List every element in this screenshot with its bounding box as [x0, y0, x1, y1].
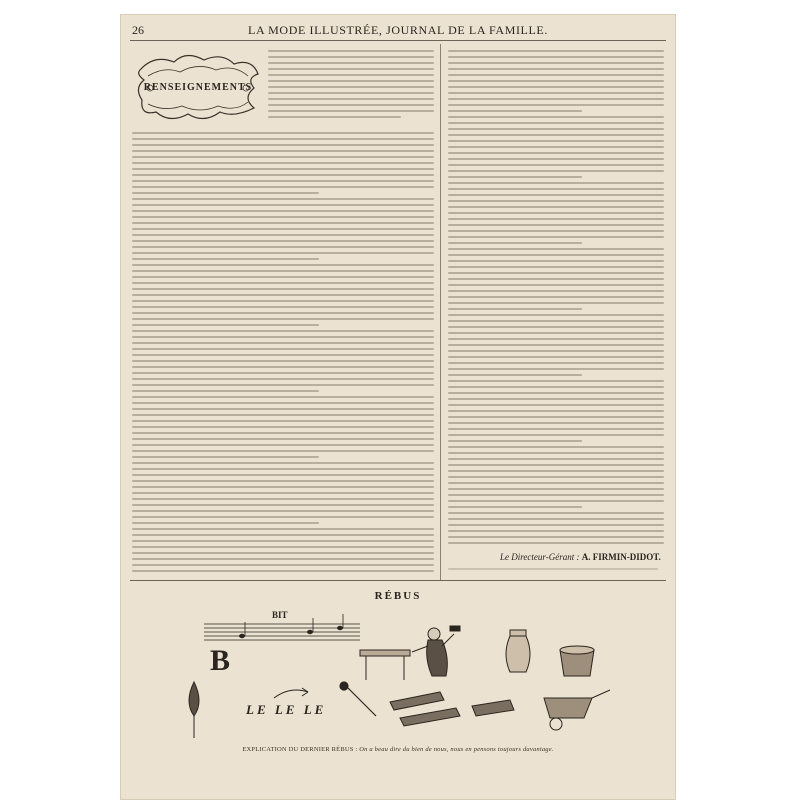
text-line: [448, 194, 664, 196]
text-line: [132, 426, 434, 428]
text-line: [132, 294, 434, 296]
text-line: [132, 222, 434, 224]
text-line: [448, 260, 664, 262]
text-line: [448, 116, 664, 118]
left-column: [132, 132, 434, 576]
text-line: [448, 380, 664, 382]
rebus-letter-b: B: [210, 644, 231, 677]
text-line: [448, 86, 664, 88]
text-line: [448, 68, 664, 70]
text-line: [132, 510, 434, 512]
text-line: [132, 438, 434, 440]
text-line: [132, 216, 434, 218]
text-line: [448, 524, 664, 526]
text-line: [448, 152, 664, 154]
text-line: [132, 204, 434, 206]
text-line: [448, 158, 664, 160]
text-line: [132, 168, 434, 170]
text-line: [448, 512, 664, 514]
text-line: [132, 348, 434, 350]
text-line: [448, 446, 664, 448]
text-line: [132, 450, 434, 452]
text-line: [448, 542, 664, 544]
newspaper-page: [120, 14, 676, 800]
text-line: [448, 56, 664, 58]
text-line: [448, 494, 664, 496]
text-line: [448, 140, 664, 142]
text-line: [132, 270, 434, 272]
text-line: [448, 170, 664, 172]
text-line: [448, 236, 664, 238]
text-line: [132, 360, 434, 362]
text-line: [448, 266, 664, 268]
text-line: [448, 332, 664, 334]
text-line: [448, 224, 664, 226]
rebus-rule: [130, 580, 666, 581]
text-line: [448, 284, 664, 286]
text-line: [448, 110, 582, 112]
text-line: [132, 516, 434, 518]
text-line: [132, 570, 434, 572]
text-line: [132, 366, 434, 368]
text-line: [132, 324, 319, 326]
text-line: [448, 344, 664, 346]
text-line: [448, 440, 582, 442]
text-line: [132, 522, 319, 524]
text-line: [132, 528, 434, 530]
renseignements-banner: [134, 48, 262, 128]
text-line: [448, 104, 664, 106]
text-line: [132, 318, 434, 320]
text-line: [132, 282, 434, 284]
text-line: [132, 144, 434, 146]
text-line: [448, 410, 664, 412]
text-line: [448, 290, 664, 292]
text-line: [132, 300, 434, 302]
text-line: [132, 150, 434, 152]
text-line: [132, 444, 434, 446]
text-line: [448, 206, 664, 208]
text-line: [448, 164, 664, 166]
text-line: [448, 356, 664, 358]
text-line: [132, 540, 434, 542]
text-block-top: [268, 50, 434, 122]
page-number: 26: [132, 23, 144, 37]
rebus-caption: [134, 746, 662, 753]
text-line: [448, 392, 664, 394]
text-line: [132, 276, 434, 278]
text-line: [132, 534, 434, 536]
text-line: [132, 288, 434, 290]
text-line: [132, 132, 434, 134]
header-rule: [130, 40, 666, 41]
text-line: [448, 416, 664, 418]
text-line: [448, 422, 664, 424]
text-line: [448, 92, 664, 94]
text-line: [448, 326, 664, 328]
text-line: [132, 378, 434, 380]
rebus-illustration: [180, 606, 620, 740]
text-line: [132, 174, 434, 176]
text-line: [132, 456, 319, 458]
text-line: [448, 428, 664, 430]
text-line: [132, 180, 434, 182]
text-line: [132, 468, 434, 470]
director-name: A. FIRMIN-DIDOT.: [581, 552, 661, 562]
text-line: [448, 470, 664, 472]
text-line: [448, 434, 664, 436]
text-line: [448, 134, 664, 136]
caption-label: EXPLICATION DU DERNIER RÉBUS :: [242, 746, 358, 753]
text-line: [132, 420, 434, 422]
text-line: [132, 162, 434, 164]
right-column: [448, 50, 664, 548]
director-label: Le Directeur-Gérant :: [500, 552, 580, 562]
text-line: [448, 506, 582, 508]
text-line: [448, 296, 664, 298]
text-line: [132, 156, 434, 158]
rebus-title: RÉBUS: [374, 590, 422, 602]
text-line: [448, 176, 582, 178]
text-line: [448, 278, 664, 280]
journal-title: LA MODE ILLUSTRÉE, JOURNAL DE LA FAMILLE.: [248, 23, 548, 37]
text-line: [448, 482, 664, 484]
text-line: [448, 464, 664, 466]
text-line: [448, 386, 664, 388]
text-line: [448, 314, 664, 316]
text-line: [448, 218, 664, 220]
text-line: [132, 228, 434, 230]
text-line: [448, 404, 664, 406]
section-title: RENSEIGNEMENTS: [143, 82, 253, 93]
column-divider: [440, 44, 441, 580]
text-line: [132, 252, 434, 254]
text-line: [132, 372, 434, 374]
text-line: [132, 342, 434, 344]
text-line: [132, 138, 434, 140]
text-line: [448, 248, 664, 250]
text-line: [448, 50, 664, 52]
text-line: [448, 230, 664, 232]
text-line: [132, 462, 434, 464]
text-line: [132, 546, 434, 548]
text-line: [448, 200, 664, 202]
text-line: [132, 486, 434, 488]
text-line: [132, 198, 434, 200]
text-line: [132, 408, 434, 410]
caption-text: On a beau dire du bien de nous, nous en pensons toujours davantage.: [359, 746, 554, 753]
text-line: [132, 234, 434, 236]
text-line: [448, 188, 664, 190]
text-line: [448, 212, 664, 214]
text-line: [132, 336, 434, 338]
text-line: [448, 518, 664, 520]
text-line: [132, 384, 434, 386]
text-line: [132, 192, 319, 194]
text-line: [132, 564, 434, 566]
text-line: [448, 350, 664, 352]
text-line: [448, 488, 664, 490]
text-line: [132, 474, 434, 476]
text-line: [448, 320, 664, 322]
text-line: [132, 402, 434, 404]
text-line: [448, 500, 664, 502]
rebus-bit: BIT: [272, 610, 288, 620]
text-line: [448, 476, 664, 478]
page-header: [132, 23, 664, 37]
text-line: [132, 558, 434, 560]
text-line: [132, 354, 434, 356]
text-line: [448, 452, 664, 454]
text-line: [132, 396, 434, 398]
text-line: [448, 80, 664, 82]
text-line: [448, 122, 664, 124]
text-line: [132, 186, 434, 188]
text-line: [132, 240, 434, 242]
text-line: [448, 302, 664, 304]
text-line: [448, 308, 582, 310]
text-line: [448, 458, 664, 460]
text-line: [132, 312, 434, 314]
text-line: [448, 182, 664, 184]
text-line: [132, 210, 434, 212]
text-line: [132, 414, 434, 416]
rebus-le: LE LE LE: [246, 702, 327, 717]
text-line: [132, 306, 434, 308]
text-line: [448, 398, 664, 400]
text-line: [132, 504, 434, 506]
text-line: [448, 62, 664, 64]
text-line: [132, 390, 319, 392]
text-line: [448, 338, 664, 340]
text-line: [132, 498, 434, 500]
text-line: [132, 330, 434, 332]
text-line: [448, 242, 582, 244]
text-line: [448, 254, 664, 256]
text-line: [132, 480, 434, 482]
text-line: [132, 264, 434, 266]
text-line: [448, 530, 664, 532]
text-line: [132, 432, 434, 434]
text-line: [448, 272, 664, 274]
text-line: [448, 368, 664, 370]
rebus-drawing: [180, 606, 620, 740]
text-line: [132, 492, 434, 494]
director-signature: [500, 552, 661, 562]
text-line: [448, 98, 664, 100]
text-line: [448, 146, 664, 148]
text-line: [448, 128, 664, 130]
text-line: [448, 374, 582, 376]
text-line: [132, 246, 434, 248]
text-line: [448, 536, 664, 538]
text-line: [132, 552, 434, 554]
printer-line: [448, 568, 658, 574]
text-line: [448, 74, 664, 76]
text-line: [132, 258, 319, 260]
text-line: [448, 362, 664, 364]
